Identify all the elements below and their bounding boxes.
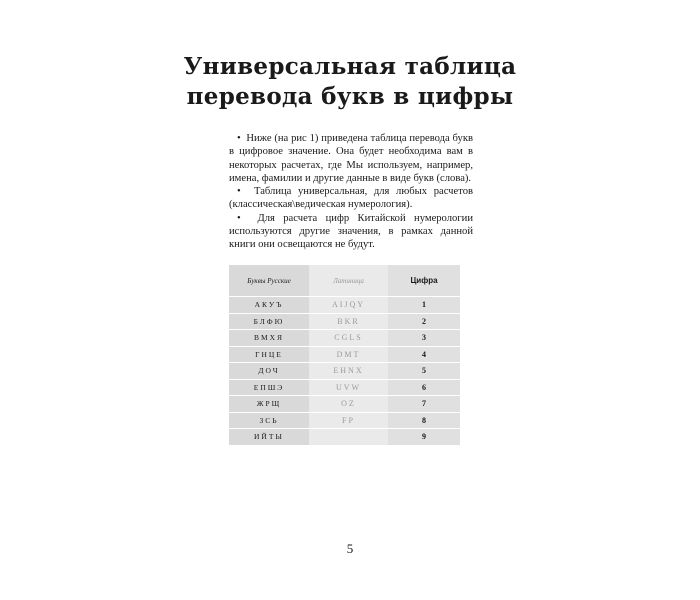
- cell-latin: FP: [309, 412, 388, 429]
- cell-number: 2: [388, 313, 460, 330]
- cell-number: 5: [388, 363, 460, 380]
- table-row: [229, 297, 460, 314]
- table-row: [229, 429, 460, 445]
- cell-russian: ЗСЬ: [229, 412, 309, 429]
- cell-latin: BKR: [309, 313, 388, 330]
- table-row: [229, 313, 460, 330]
- cell-latin: AIJQY: [309, 297, 388, 314]
- cell-number: 4: [388, 346, 460, 363]
- header-number: Цифра: [388, 265, 460, 297]
- table-row: [229, 363, 460, 380]
- bullet-item: • Ниже (на рис 1) приведена таблица перевода букв в цифровое значение. Она будет необходима вам в некоторых расчетах, где Мы используем, например, имена, фамилии и другие данные в виде букв (слова).: [229, 132, 473, 185]
- cell-latin: DMT: [309, 346, 388, 363]
- cell-latin: UVW: [309, 379, 388, 396]
- table-header-row: [229, 265, 460, 297]
- cell-latin: [309, 429, 388, 445]
- table-row: [229, 412, 460, 429]
- cell-latin: EHNX: [309, 363, 388, 380]
- title-line-2: перевода букв в цифры: [186, 83, 514, 110]
- cell-number: 9: [388, 429, 460, 445]
- title-line-1: Универсальная таблица: [183, 53, 517, 80]
- cell-russian: БЛФЮ: [229, 313, 309, 330]
- table-row: [229, 396, 460, 413]
- cell-number: 3: [388, 330, 460, 347]
- table-row: [229, 346, 460, 363]
- cell-russian: ЕПШЭ: [229, 379, 309, 396]
- cell-russian: ДОЧ: [229, 363, 309, 380]
- letter-number-table: [229, 264, 460, 445]
- page-number: 5: [346, 541, 354, 556]
- cell-number: 8: [388, 412, 460, 429]
- cell-russian: АКУЪ: [229, 297, 309, 314]
- page-title: [150, 52, 550, 112]
- header-latin: Латиница: [309, 265, 388, 297]
- cell-latin: OZ: [309, 396, 388, 413]
- header-russian: Буквы Русские: [229, 265, 309, 297]
- cell-russian: ВМХЯ: [229, 330, 309, 347]
- bullet-item: • Таблица универсальная, для любых расчетов (классическая\ведическая нумерология).: [229, 185, 473, 212]
- table-row: [229, 330, 460, 347]
- cell-number: 7: [388, 396, 460, 413]
- bullet-item: • Для расчета цифр Китайской нумерологии используются другие значения, в рамках данной книги они освещаются не будут.: [229, 212, 473, 252]
- cell-russian: ИЙТЫ: [229, 429, 309, 445]
- cell-number: 1: [388, 297, 460, 314]
- table-row: [229, 379, 460, 396]
- cell-russian: ЖРЩ: [229, 396, 309, 413]
- cell-latin: CGLS: [309, 330, 388, 347]
- bullet-list: [229, 132, 473, 252]
- cell-number: 6: [388, 379, 460, 396]
- cell-russian: ГНЦЕ: [229, 346, 309, 363]
